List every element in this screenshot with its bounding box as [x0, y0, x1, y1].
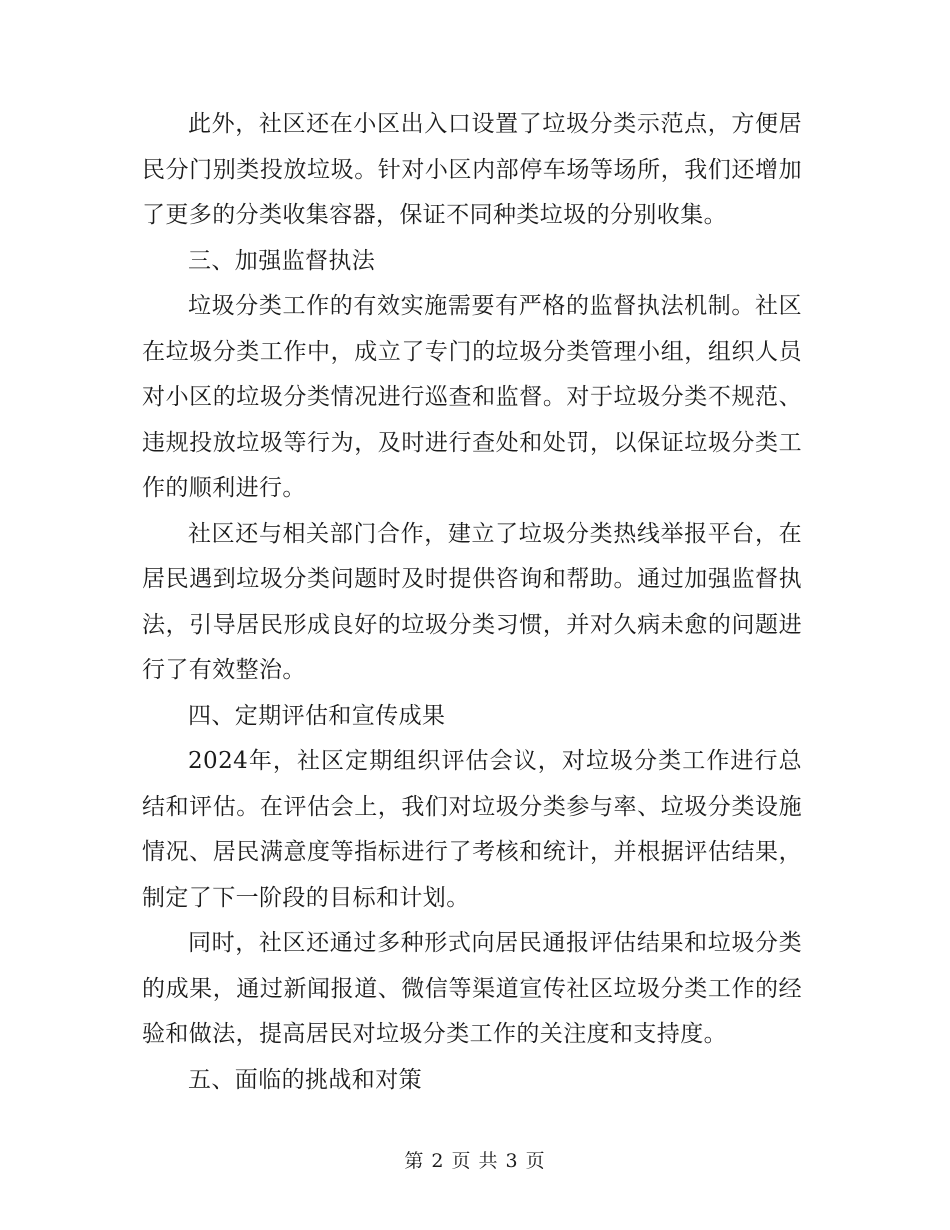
section-heading: 三、加强监督执法 — [188, 247, 376, 274]
section-heading: 五、面临的挑战和对策 — [188, 1066, 422, 1093]
paragraph: 2024年，社区定期组织评估会议，对垃圾分类工作进行总结和评估。在评估会上，我们对垃圾分类参与率、垃圾分类设施情况、居民满意度等指标进行了考核和统计，并根据评估结果，制定了下一阶段的目标和计划。 — [142, 748, 802, 911]
document-body — [142, 102, 802, 1103]
paragraph: 社区还与相关部门合作，建立了垃圾分类热线举报平台，在居民遇到垃圾分类问题时及时提供咨询和帮助。通过加强监督执法，引导居民形成良好的垃圾分类习惯，并对久病未愈的问题进行了有效整治。 — [142, 520, 802, 683]
paragraph: 垃圾分类工作的有效实施需要有严格的监督执法机制。社区在垃圾分类工作中，成立了专门的垃圾分类管理小组，组织人员对小区的垃圾分类情况进行巡查和监督。对于垃圾分类不规范、违规投放垃圾等行为，及时进行查处和处罚，以保证垃圾分类工作的顺利进行。 — [142, 293, 802, 501]
page-number-footer: 第 2 页 共 3 页 — [404, 1150, 546, 1172]
section-heading: 四、定期评估和宣传成果 — [188, 702, 446, 729]
paragraph: 同时，社区还通过多种形式向居民通报评估结果和垃圾分类的成果，通过新闻报道、微信等渠道宣传社区垃圾分类工作的经验和做法，提高居民对垃圾分类工作的关注度和支持度。 — [142, 930, 802, 1047]
paragraph: 此外，社区还在小区出入口设置了垃圾分类示范点，方便居民分门别类投放垃圾。针对小区内部停车场等场所，我们还增加了更多的分类收集容器，保证不同种类垃圾的分别收集。 — [142, 111, 802, 228]
